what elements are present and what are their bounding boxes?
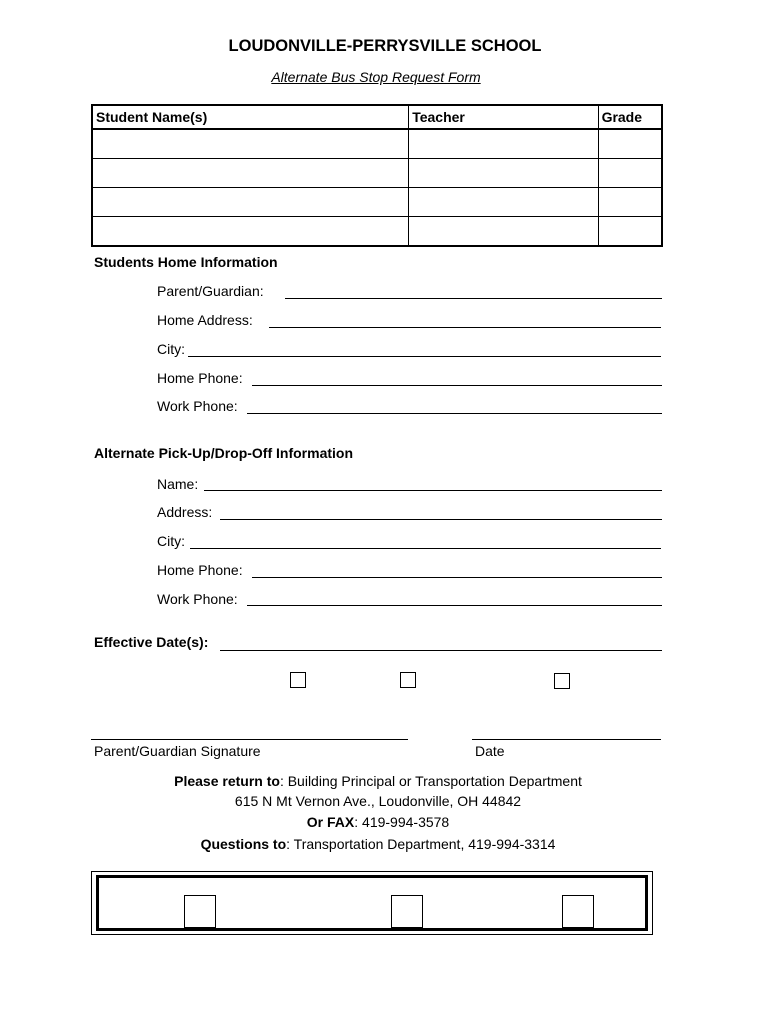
alt-home-phone-label: Home Phone: (157, 562, 243, 578)
date-line[interactable] (472, 739, 661, 740)
home-address-label: Home Address: (157, 312, 253, 328)
work-phone-label: Work Phone: (157, 398, 238, 414)
home-address-field[interactable] (269, 327, 661, 328)
home-phone-label: Home Phone: (157, 370, 243, 386)
effective-dates-field[interactable] (220, 650, 662, 651)
questions-text: : Transportation Department, 419-994-3314 (286, 836, 556, 852)
student-name-cell[interactable] (92, 217, 409, 247)
parent-signature-line[interactable] (91, 739, 408, 740)
alt-name-field[interactable] (204, 490, 662, 491)
fax-label: Or FAX (306, 814, 355, 830)
alt-city-label: City: (157, 533, 185, 549)
teacher-cell[interactable] (409, 188, 598, 217)
table-row (92, 217, 662, 247)
work-phone-field[interactable] (247, 413, 662, 414)
teacher-cell[interactable] (409, 129, 598, 159)
grade-cell[interactable] (598, 129, 662, 159)
return-instructions (0, 773, 756, 789)
home-city-field[interactable] (188, 356, 661, 357)
students-table (91, 104, 663, 247)
fax-info (0, 814, 756, 830)
table-header-row (92, 105, 662, 129)
alt-work-phone-label: Work Phone: (157, 591, 238, 607)
alt-city-field[interactable] (190, 548, 661, 549)
parent-signature-label: Parent/Guardian Signature (94, 743, 261, 759)
checkbox-3[interactable] (554, 673, 570, 689)
return-address: 615 N Mt Vernon Ave., Loudonville, OH 44842 (234, 793, 522, 809)
office-checkbox-1[interactable] (184, 895, 216, 928)
fax-number: : 419-994-3578 (354, 814, 450, 830)
column-header-teacher: Teacher (409, 105, 598, 129)
teacher-cell[interactable] (409, 159, 598, 188)
grade-cell[interactable] (598, 188, 662, 217)
alt-work-phone-field[interactable] (247, 605, 662, 606)
parent-guardian-label: Parent/Guardian: (157, 283, 264, 299)
home-info-heading: Students Home Information (94, 254, 278, 270)
home-city-label: City: (157, 341, 185, 357)
effective-dates-label: Effective Date(s): (94, 634, 209, 650)
return-to-label: Please return to (174, 773, 280, 789)
teacher-cell[interactable] (409, 217, 598, 247)
questions-info (0, 836, 756, 852)
student-name-cell[interactable] (92, 129, 409, 159)
questions-label: Questions to (200, 836, 287, 852)
table-row (92, 188, 662, 217)
home-phone-field[interactable] (252, 385, 662, 386)
form-title: LOUDONVILLE-PERRYSVILLE SCHOOL (228, 37, 542, 55)
grade-cell[interactable] (598, 159, 662, 188)
office-checkbox-2[interactable] (391, 895, 423, 928)
alt-address-field[interactable] (220, 519, 662, 520)
student-name-cell[interactable] (92, 188, 409, 217)
column-header-grade: Grade (598, 105, 662, 129)
column-header-student-names: Student Name(s) (92, 105, 409, 129)
table-row (92, 159, 662, 188)
alt-name-label: Name: (157, 476, 199, 492)
checkbox-2[interactable] (400, 672, 416, 688)
alternate-info-heading: Alternate Pick-Up/Drop-Off Information (94, 445, 354, 461)
student-name-cell[interactable] (92, 159, 409, 188)
parent-guardian-field[interactable] (285, 298, 662, 299)
office-checkbox-3[interactable] (562, 895, 594, 928)
return-to-text: : Building Principal or Transportation Department (279, 773, 582, 789)
alt-address-label: Address: (157, 504, 213, 520)
alt-home-phone-field[interactable] (252, 577, 662, 578)
table-row (92, 129, 662, 159)
grade-cell[interactable] (598, 217, 662, 247)
date-label: Date (475, 743, 505, 759)
form-subtitle: Alternate Bus Stop Request Form (271, 69, 481, 85)
checkbox-1[interactable] (290, 672, 306, 688)
